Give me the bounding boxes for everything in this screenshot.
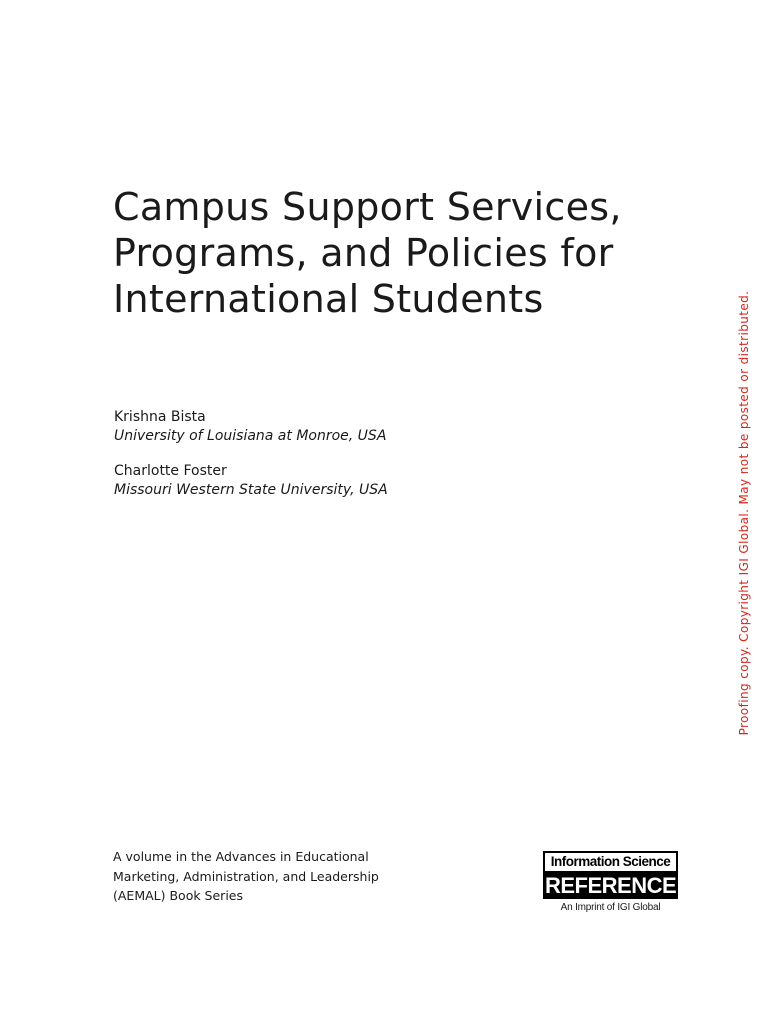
publisher-imprint: An Imprint of IGI Global [560,902,661,913]
book-title-line-2: Programs, and Policies for [113,231,614,275]
copyright-watermark: Proofing copy. Copyright IGI Global. May not be posted or distributed. [737,290,751,736]
author-affiliation: Missouri Western State University, USA [114,482,388,498]
book-title-line-3: International Students [113,277,544,321]
series-note [113,847,379,906]
series-note-line-1: A volume in the Advances in Educational [113,849,369,864]
book-title [113,184,713,322]
author-block-2 [114,462,388,500]
publisher-logo [543,851,678,913]
publisher-logo-box [543,851,678,899]
series-note-line-3: (AEMAL) Book Series [113,888,243,903]
author-name: Krishna Bista [114,409,206,425]
series-note-line-2: Marketing, Administration, and Leadership [113,868,379,884]
author-affiliation: University of Louisiana at Monroe, USA [114,428,387,444]
publisher-logo-bottom-text: REFERENCE [545,873,676,897]
publisher-logo-top-text: Information Science [545,853,676,873]
author-block-1 [114,408,386,446]
author-name: Charlotte Foster [114,463,227,479]
book-title-line-1: Campus Support Services, [113,185,622,229]
